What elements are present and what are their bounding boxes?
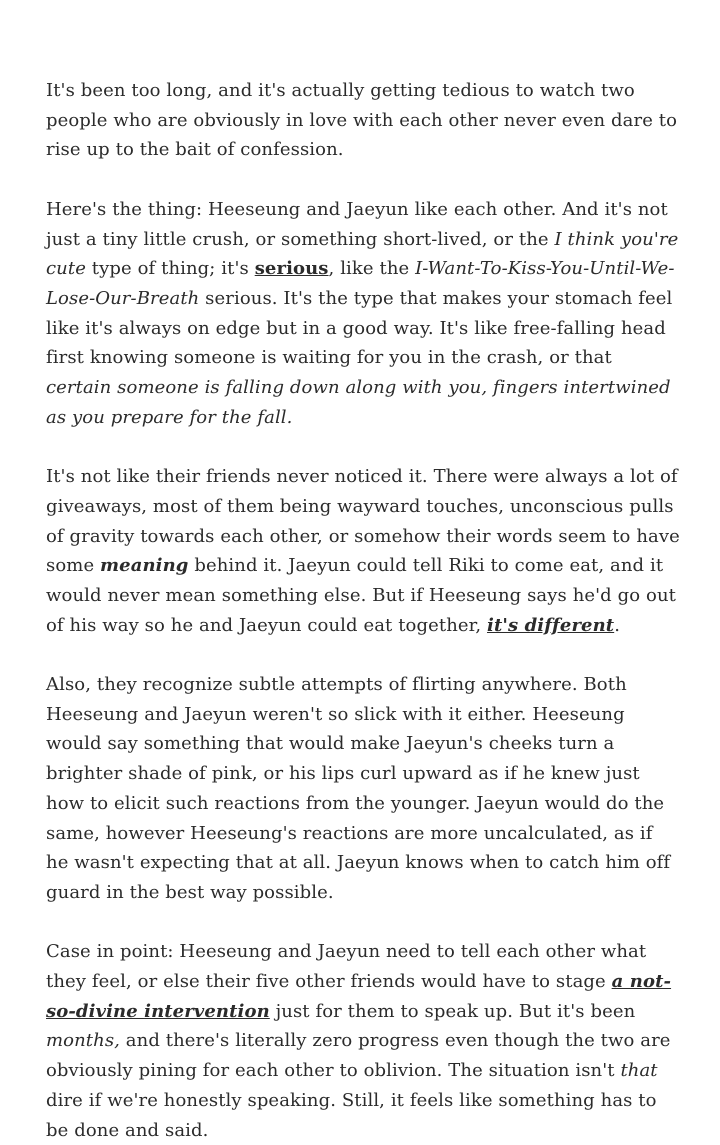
p2-text-g: serious. It's the type that makes your stomach feel like it's always on edge but in a good way. It's like free-falling head first knowing someone is waiting for you in the crash, or that [46, 287, 673, 369]
p2-bold-serious: serious [254, 258, 329, 280]
paragraph-1 [46, 76, 680, 165]
p4-text: Also, they recognize subtle attempts of flirting anywhere. Both Heeseung and Jaeyun weren't so slick with it either. Heeseung would say something that would make Jaeyun's cheeks turn a brighter shade of pink, or his lips curl upward as if he knew just how to elicit such reactions from the younger. Jaeyun would do the same, however Heeseung's reactions are more uncalculated, as if he wasn't expecting that at all. Jaeyun knows when to catch him off guard in the best way possible. [46, 674, 671, 903]
p2-text-e: , like the [328, 258, 416, 280]
paragraph-3 [46, 462, 680, 640]
p2-italic-falling: certain someone is falling down along with you, fingers intertwined as you prepare for the fall. [46, 377, 671, 428]
p3-bold-different: it's different [487, 614, 615, 636]
p5-text-a: Case in point: Heeseung and Jaeyun need to tell each other what they feel, or else their five other friends would have to stage [46, 941, 647, 993]
paragraph-5 [46, 937, 680, 1145]
p2-italic-cute: I think you're cute [46, 228, 679, 280]
p5-text-e: and there's literally zero progress even though the two are obviously pining for each other to oblivion. The situation isn't [46, 1030, 671, 1082]
p3-text-c: behind it. Jaeyun could tell Riki to come eat, and it would never mean something else. But if Heeseung says he'd go out of his way so he and Jaeyun could eat together, [46, 555, 676, 636]
p5-italic-months: months, [46, 1030, 120, 1052]
p1-text: It's been too long, and it's actually getting tedious to watch two people who are obviously in love with each other never even dare to rise up to the bait of confession. [46, 80, 678, 161]
p3-text-e: . [614, 614, 621, 636]
p5-text-g: dire if we're honestly speaking. Still, it feels like something has to be done and said. [46, 1089, 657, 1141]
p5-text-c: just for them to speak up. But it's been [269, 1000, 636, 1022]
paragraph-2 [46, 195, 680, 433]
p2-text-c: type of thing; it's [85, 258, 255, 280]
p3-bold-meaning: meaning [100, 555, 189, 577]
paragraph-4 [46, 670, 680, 908]
p2-text-a: Here's the thing: Heeseung and Jaeyun like each other. And it's not just a tiny little crush, or something short-lived, or the [46, 198, 668, 250]
p2-italic-kiss: I-Want-To-Kiss-You-Until-We-Lose-Our-Breath [46, 258, 675, 309]
p3-text-a: It's not like their friends never noticed it. There were always a lot of giveaways, most of them being wayward touches, unconscious pulls of gravity towards each other, or somehow their words seem to have some [46, 466, 680, 577]
p5-bold-intervention: a not-so-divine intervention [46, 971, 672, 1022]
p5-italic-that: that [620, 1060, 658, 1082]
